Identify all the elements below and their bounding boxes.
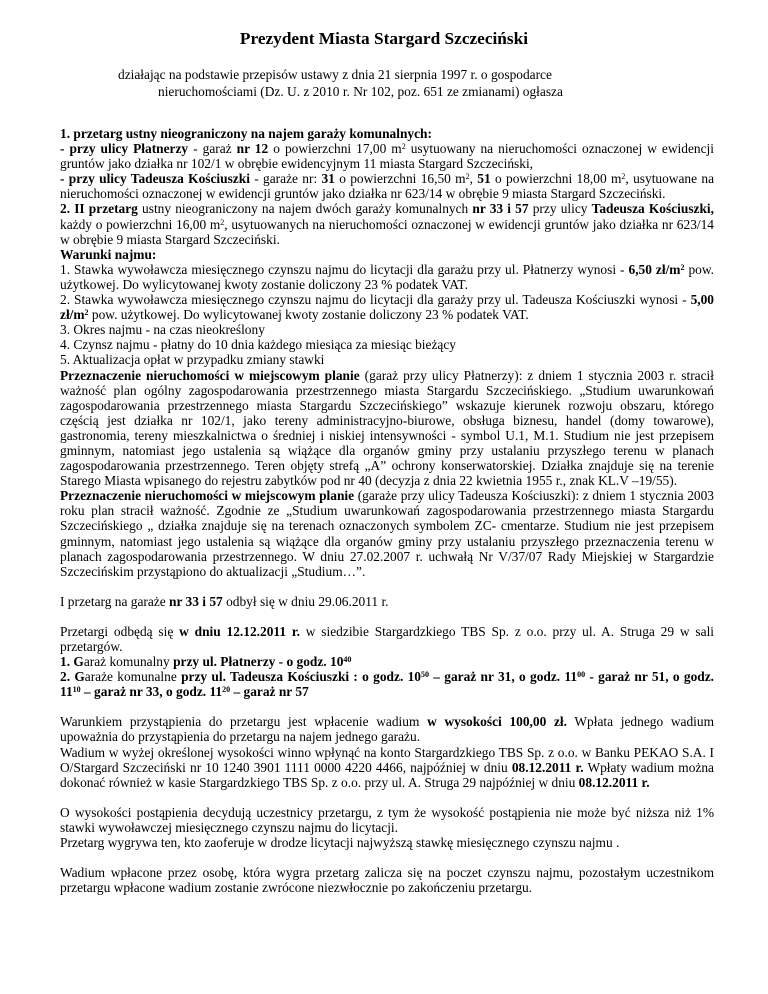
section-1: 1. przetarg ustny nieograniczony na najem garaży komunalnych: - przy ulicy Płatnerzy - garaż nr 12 o powierzchni 17,00 $m^2$ usytuowany na nieruchomości oznaczonej w ewidencji gruntów jako działka nr 102/1 w obrębie ewidencyjnym 11 miasta Stargard Szczeciński, - przy ulicy Tadeusza Kościuszki - garaże nr: 31 o powierzchni 16,50 $m^2$, 51 o powierzchni 18,00 $m^2$, usytuowane na nieruchomości oznaczonej w ewidencji gruntów jako działka nr 623/14 w obrębie 9 miasta Stargard Szczeciński. xyxy=(60,126,715,202)
document-body xyxy=(60,126,714,895)
deposit-section: Warunkiem przystąpienia do przetargu jest wpłacenie wadium w wysokości 100,00 zł. Wpłata jednego wadium upoważnia do przystąpienia do przetargu na najem jednego garażu. Wadium w wyżej określonej wysokości winno wpłynąć na konto Stargardzkiego TBS Sp. z o.o. w Banku PEKAO S.A. I O/Stargard Szczeciński nr 10 1240 3901 1111 0000 4220 4466, najpóźniej w dniu 08.12.2011 r. Wpłaty wadium można dokonać również w kasie Stargardzkiego TBS Sp. z o.o. przy ul. A. Struga 29 najpóźniej w dniu 08.12.2011 r. xyxy=(60,714,714,790)
page-title: Prezydent Miasta Stargard Szczeciński xyxy=(239,29,529,48)
conditions-heading: Warunki najmu: xyxy=(60,246,157,262)
intro-text xyxy=(118,66,678,100)
deposit-refund-section: Wadium wpłacone przez osobę, która wygra przetarg zalicza się na poczet czynszu najmu, pozostałym uczestnikom przetargu wpłacone wadium zostanie zwrócone niezwłocznie po zakończeniu przetargu. xyxy=(60,865,714,896)
bid-increment-section: O wysokości postąpienia decydują uczestnicy przetargu, z tym że wysokość postąpienia nie może być niższa niż 1% stawki wywoławczej miesięcznego czynszu najmu do licytacji. Przetarg wygrywa ten, kto zaoferuje w drodze licytacji najwyższą stawkę miesięcznego czynszu najmu . xyxy=(60,804,714,851)
section-2: 2. II przetarg ustny nieograniczony na najem dwóch garaży komunalnych nr 33 i 57 przy ulicy Tadeusza Kościuszki, każdy o powierzchni 16,00 $m^2$, usytuowanych na nieruchomości oznaczonej w ewidencji gruntów jako działka nr 623/14 w obrębie 9 miasta Stargard Szczeciński. xyxy=(60,201,714,247)
intro-line-1: działając na podstawie przepisów ustawy z dnia 21 sierpnia 1997 r. o gospodarce xyxy=(118,67,552,82)
zoning-kosciuszki: Przeznaczenie nieruchomości w miejscowym planie (garaże przy ulicy Tadeusza Kościuszki): z dniem 1 stycznia 2003 roku plan stracił ważność. Zgodnie ze „Studium uwarunkowań zagospodarowania przestrzennego miasta Stargardu Szczecińskiego „ działka znajduje się na terenach oznaczonych symbolem ZC- cmentarze. Studium nie jest przepisem gminnym, natomiast jego ustalenia są wiążące dla organów gminy przy ustalaniu przyszłego przeznaczenia terenu w planach zagospodarowania przestrzennego. W dniu 27.02.2007 r. uchwałą Nr V/37/07 Rady Miejskiej w Stargardzie Szczecińskim przystąpiono do aktualizacji „Studium…”. xyxy=(60,488,714,579)
intro-line-2: nieruchomościami (Dz. U. z 2010 r. Nr 102, poz. 651 ze zmianami) ogłasza xyxy=(158,84,563,99)
section-1-heading: 1. przetarg ustny nieograniczony na najem garaży komunalnych: xyxy=(60,126,432,141)
zoning-platnerzy: Przeznaczenie nieruchomości w miejscowym planie (garaż przy ulicy Płatnerzy): z dniem 1 stycznia 2003 r. stracił ważność plan ogólny zagospodarowania przestrzennego miasta Stargardu Szczecińskiego. „Studium uwarunkowań zagospodarowania przestrzennego miasta Stargardu Szczecińskiego” wskazuje kierunek rozwoju obszaru, którego częścią jest działka nr 102/1, jako tereny administracyjno-biurowe, obsługa biznesu, handel (domy towarowe), gastronomia, tereny mieszkalnictwa o średniej i niskiej intensywności - symbol U.1, M.1. Studium nie jest przepisem gminnym, natomiast jego ustalenia są wiążące dla organów gminy przy ustalaniu przyszłego terenu w planach zagospodarowania przestrzennego. Teren objęty strefą „A” ochrony konserwatorskiej. Działka znajduje się na terenie Starego Miasta wpisanego do rejestru zabytków pod nr 40 (decyzja z dnia 22 kwietnia 1955 r., znak KL.V –19/55). xyxy=(60,367,714,489)
conditions-section: Warunki najmu: 1. Stawka wywoławcza miesięcznego czynszu najmu do licytacji dla garażu przy ul. Płatnerzy wynosi - 6,50 $zł/m^2$ pow. użytkowej. Do wylicytowanej kwoty zostanie doliczony 23 % podatek VAT. 2. Stawka wywoławcza miesięcznego czynszu najmu do licytacji dla garaży przy ul. Tadeusza Kościuszki wynosi - 5,00 $zł/m^2$ pow. użytkowej. Do wylicytowanej kwoty zostanie doliczony 23 % podatek VAT. 3. Okres najmu - na czas nieokreślony 4. Czynsz najmu - płatny do 10 dnia każdego miesiąca za miesiąc bieżący 5. Aktualizacja opłat w przypadku zmiany stawki xyxy=(60,246,714,368)
first-auction-note: I przetarg na garaże nr 33 i 57 odbył się w dniu 29.06.2011 r. xyxy=(60,593,389,609)
auction-schedule: Przetargi odbędą się w dniu 12.12.2011 r. w siedzibie Stargardzkiego TBS Sp. z o.o. przy ul. A. Struga 29 w sali przetargów. 1. Garaż komunalny przy ul. Płatnerzy - o godz. $10^{40}$ 2. Garaże komunalne przy ul. Tadeusza Kościuszki : o godz. $10^{50}$ – garaż nr 31, o godz. $11^{00}$ - garaż nr 51, o godz. $11^{10}$ – garaż nr 33, o godz. $11^{20}$ – garaż nr 57 xyxy=(60,623,715,700)
